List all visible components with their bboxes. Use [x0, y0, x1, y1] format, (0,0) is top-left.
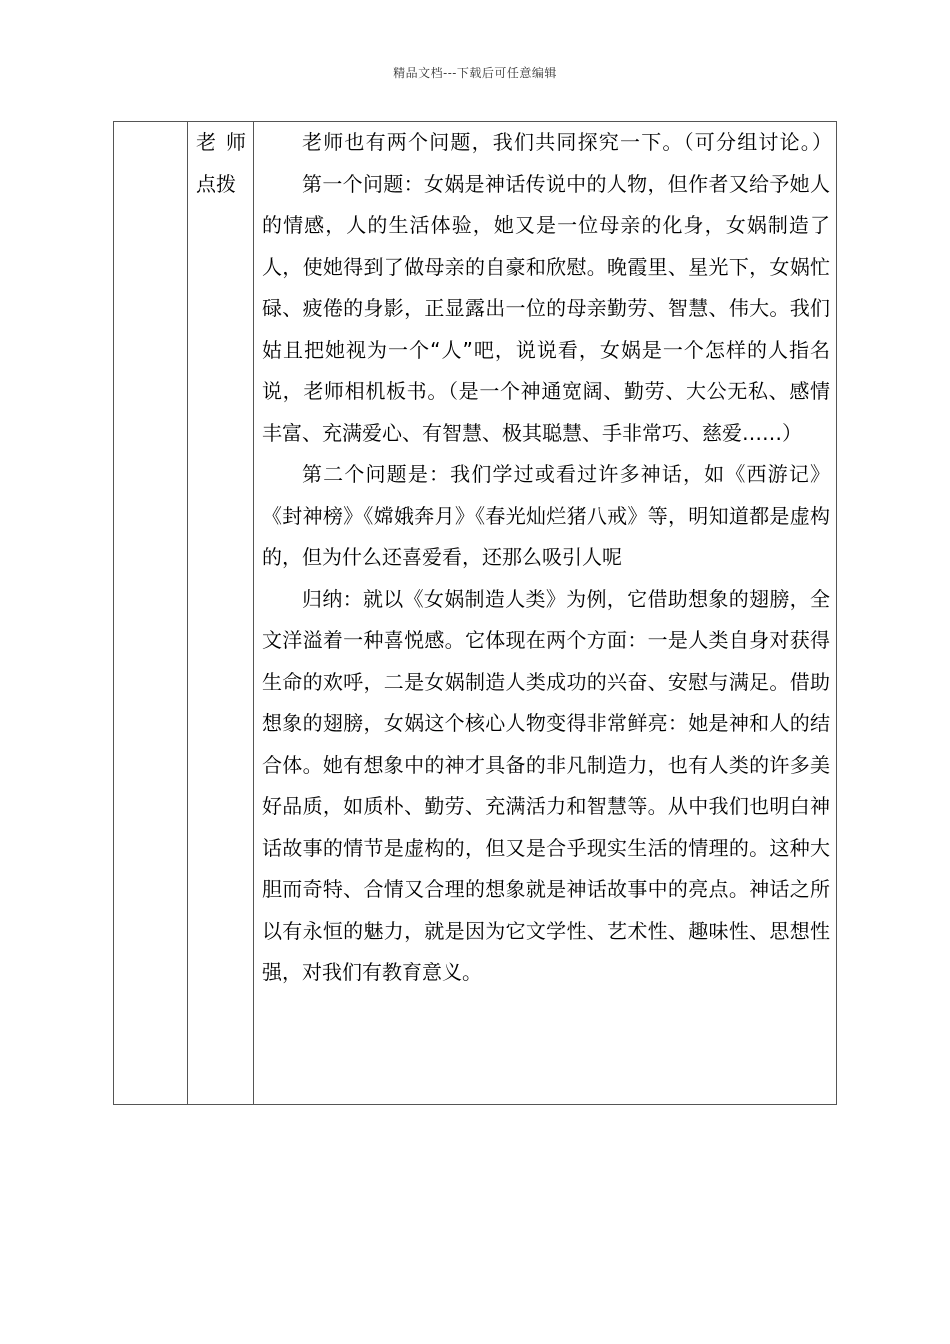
section-label-line-1: 老师 [196, 130, 256, 154]
table-column-content [254, 122, 836, 1104]
lesson-plan-table [113, 121, 837, 1105]
paragraph-question-2: 第二个问题是：我们学过或看过许多神话，如《西游记》《封神榜》《嫦娥奔月》《春光灿烂猪八戒》等，明知道都是虚构的，但为什么还喜爱看，还那么吸引人呢 [262, 462, 830, 569]
paragraph-intro: 老师也有两个问题，我们共同探究一下。（可分组讨论。） [302, 130, 834, 154]
paragraph-question-1: 第一个问题：女娲是神话传说中的人物，但作者又给予她人的情感，人的生活体验，她又是一位母亲的化身，女娲制造了人，使她得到了做母亲的自豪和欣慰。晚霞里、星光下，女娲忙碌、疲倦的身影，正显露出一位的母亲勤劳、智慧、伟大。我们姑且把她视为一个“人”吧，说说看，女娲是一个怎样的人指名说，老师相机板书。（是一个神通宽阔、勤劳、大公无私、感情丰富、充满爱心、有智慧、极其聪慧、手非常巧、慈爱……） [262, 171, 830, 445]
page-header: 精品文档---下载后可任意编辑 [393, 66, 557, 80]
paragraph-summary: 归纳：就以《女娲制造人类》为例，它借助想象的翅膀，全文洋溢着一种喜悦感。它体现在两个方面：一是人类自身对获得生命的欢呼，二是女娲制造人类成功的兴奋、安慰与满足。借助想象的翅膀，女娲这个核心人物变得非常鲜亮：她是神和人的结合体。她有想象中的神才具备的非凡制造力，也有人类的许多美好品质，如质朴、勤劳、充满活力和智慧等。从中我们也明白神话故事的情节是虚构的，但又是合乎现实生活的情理的。这种大胆而奇特、合情又合理的想象就是神话故事中的亮点。神话之所以有永恒的魅力，就是因为它文学性、艺术性、趣味性、思想性强，对我们有教育意义。 [262, 586, 830, 984]
section-label [196, 122, 256, 205]
section-label-line-2: 点拨 [196, 171, 236, 196]
table-column-section [188, 122, 254, 1104]
table-column-stage [114, 122, 188, 1104]
content-body [262, 122, 834, 994]
